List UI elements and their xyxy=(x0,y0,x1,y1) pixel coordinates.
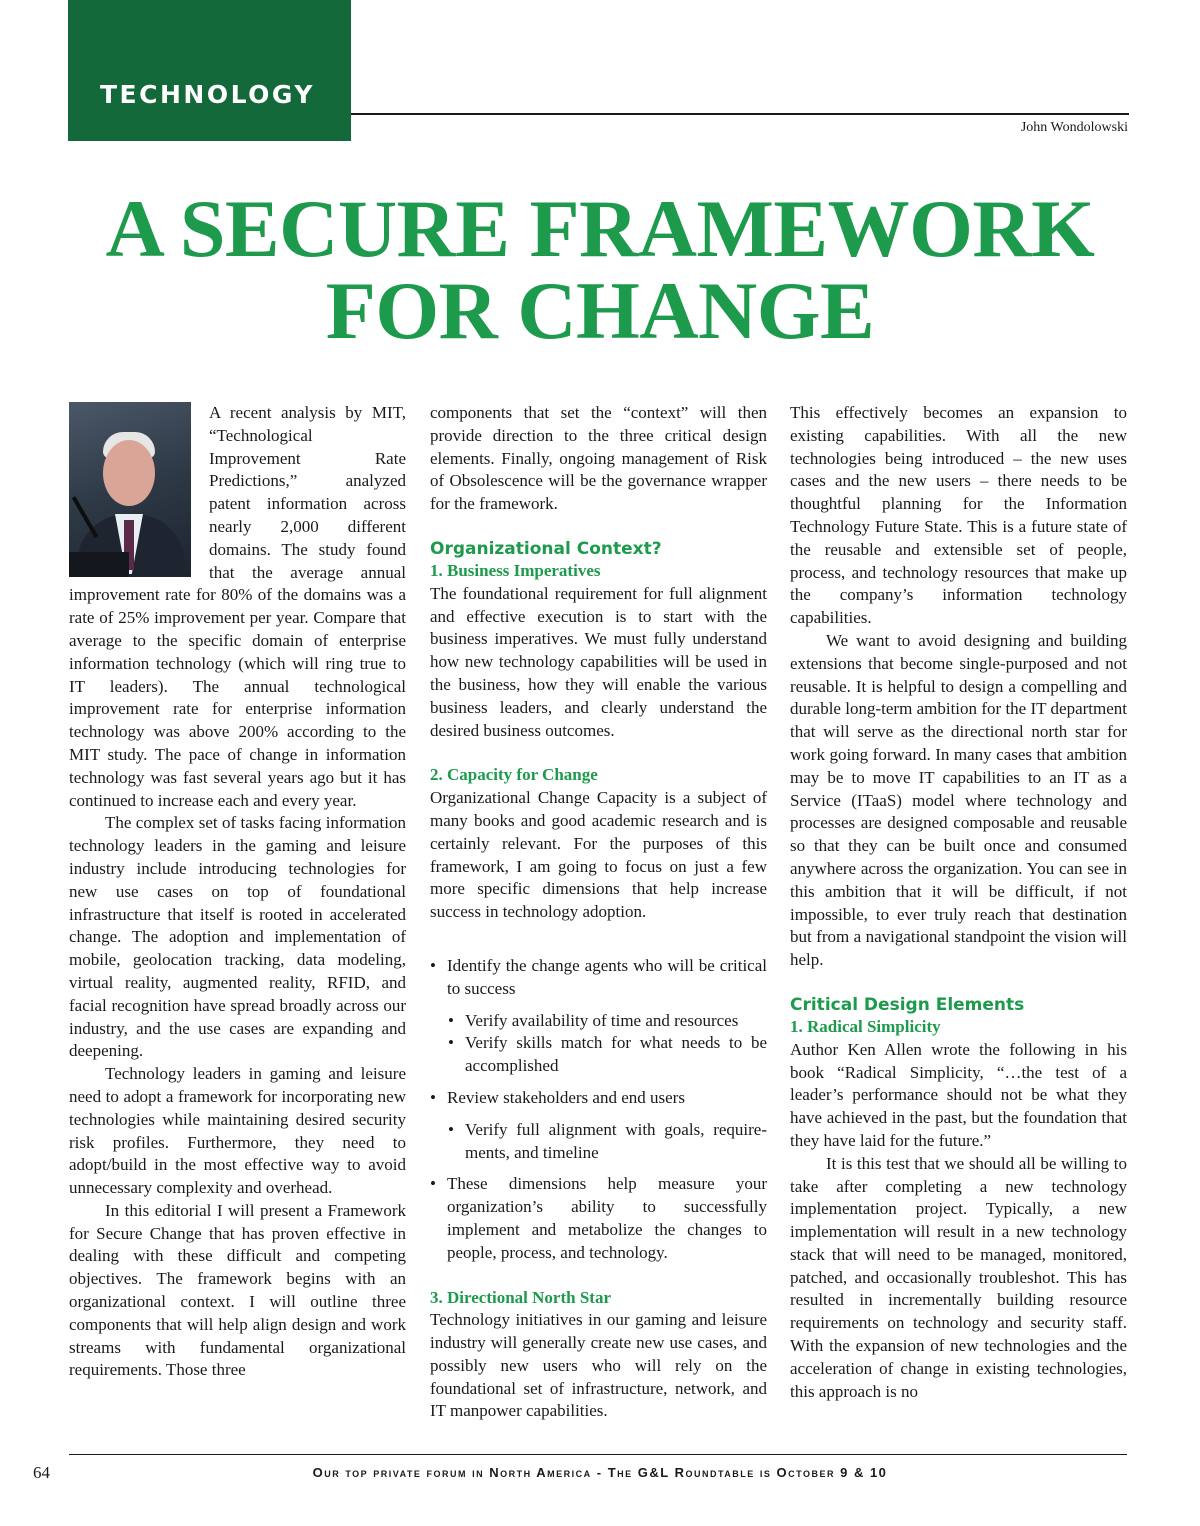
headline-line-2: FOR CHANGE xyxy=(325,265,875,356)
paragraph: We want to avoid designing and building extensions that become single-purposed and not reusable. It is helpful to design a compelling and durable long-term ambition for the IT department that will serve as the directional north star for work going forward. In many cases that ambition may be to move IT capabilities to an IT as a Service (ITaaS) model where technology and processes are designed composable and reusable so that they can be built once and consumed anywhere across the organization. You can see in this ambition that it will be difficult, if not impossible, to ever truly reach that destination but from a navigational standpoint the vision will help. xyxy=(790,630,1127,970)
bullet-sub-item: • Verify skills match for what needs to be accomplished xyxy=(430,1032,767,1078)
column-2 xyxy=(430,402,767,1423)
headline-line-1: A SECURE FRAMEWORK xyxy=(105,183,1095,274)
section-heading: Critical Design Elements xyxy=(790,994,1025,1015)
footer-tagline: Our top private forum in North America - The G&L Roundtable is October 9 & 10 xyxy=(312,1465,888,1480)
section-tab xyxy=(68,0,351,141)
subsection-heading: 3. Directional North Star xyxy=(430,1287,611,1307)
header-rule xyxy=(351,113,1129,115)
paragraph: Author Ken Allen wrote the following in his book “Radical Simplicity, “…the test of a leader’s performance should not be what they have achieved in the past, but the foundation that they have laid for the future.” xyxy=(790,1039,1127,1150)
subsection-heading: 2. Capacity for Change xyxy=(430,765,598,785)
bullet-item: • Identify the change agents who will be critical to success xyxy=(430,955,767,1001)
paragraph: A recent analysis by MIT, “Technological Improvement Rate Predictions,” analyzed patent information across nearly 2,000 different domains. The study found that the average annual improvement rate for 80% of the domains was a rate of 25% improvement per year. Compare that average to the specific domain of enterprise information technology (which will ring true to IT leaders). The annual technological improvement rate for enterprise information technology was above 200% according to the MIT study. The pace of change in information technology was fast several years ago but it has continued to increase each and every year. xyxy=(69,403,406,810)
column-3 xyxy=(790,402,1127,1403)
author-name: John Wondolowski xyxy=(1020,120,1128,135)
column-1 xyxy=(69,402,406,1382)
section-label: TECHNOLOGY xyxy=(100,80,315,109)
paragraph: Technology leaders in gaming and leisure need to adopt a framework for incorporating new technologies while maintaining desired security risk profiles. Furthermore, they need to adopt/build in the most effective way to avoid unnecessary complexity and overhead. xyxy=(69,1064,406,1198)
speaker-photo-icon xyxy=(69,402,191,577)
paragraph: It is this test that we should all be willing to take after completing a new technology implementation project. Typically, a new implementation will result in a new technology stack that will need to be managed, monitored, patched, and occasionally troubleshot. This has resulted in incrementally building resource requirements on technology and security staff. With the expansion of new technologies and the acceleration of change in existing technologies, this approach is no xyxy=(790,1153,1127,1401)
bullet-item: • These dimensions help measure your organization’s ability to successfully implement and metabolize the changes to people, process, and technology. xyxy=(430,1173,767,1264)
page-number: 64 xyxy=(33,1463,50,1482)
paragraph: Organizational Change Capacity is a subject of many books and good academic research and is certainly relevant. For the purposes of this framework, I am going to focus on just a few more specific dimensions that help increase success in technology adoption. xyxy=(430,788,767,922)
headline xyxy=(60,183,1140,356)
subsection-heading: 1. Business Imperatives xyxy=(430,560,601,580)
paragraph: Technology initiatives in our gaming and leisure industry will generally create new use cases, and possibly new users who will rely on the foundational set of infrastructure, network, and IT manpower capabilities. xyxy=(430,1310,767,1421)
bullet-sub-item: • Verify availability of time and resources xyxy=(430,1010,767,1033)
subsection-heading: 1. Radical Simplicity xyxy=(790,1016,941,1036)
paragraph: The foundational requirement for full alignment and effective execution is to start with the business imperatives. We must fully understand how new technology capabilities will be used in the business, how they will enable the various business leaders, and clearly understand the desired business outcomes. xyxy=(430,583,767,740)
bullet-sub-item: • Verify full alignment with goals, require-ments, and timeline xyxy=(430,1119,767,1165)
paragraph: This effectively becomes an expansion to existing capabilities. With all the new technologies being introduced – the new uses cases and the new users – there needs to be thoughtful planning for the Information Technology Future State. This is a future state of the reusable and extensible set of people, process, and technology resources that make up the company’s information technology capabilities. xyxy=(790,403,1127,628)
section-heading: Organizational Context? xyxy=(430,538,662,559)
paragraph: In this editorial I will present a Framework for Secure Change that has proven effective in dealing with these difficult and competing objectives. The framework begins with an organizational context. I will outline three components that will help align design and work streams with fundamental organizational requirements. Those three xyxy=(69,1200,406,1380)
bullet-item: • Review stakeholders and end users xyxy=(430,1087,767,1110)
paragraph: components that set the “context” will then provide direction to the three critical design elements. Finally, ongoing management of Risk of Obsolescence will be the governance wrapper for the framework. xyxy=(430,403,767,514)
footer-rule xyxy=(69,1454,1127,1455)
paragraph: The complex set of tasks facing information technology leaders in the gaming and leisure industry include introducing technologies for new use cases on top of foundational infrastructure that itself is rooted in accelerated change. The adoption and implementation of mobile, geolocation tracking, data modeling, virtual reality, augmented reality, RFID, and facial recognition have spread broadly across our industry, and the use cases are expanding and deepening. xyxy=(69,813,406,1061)
